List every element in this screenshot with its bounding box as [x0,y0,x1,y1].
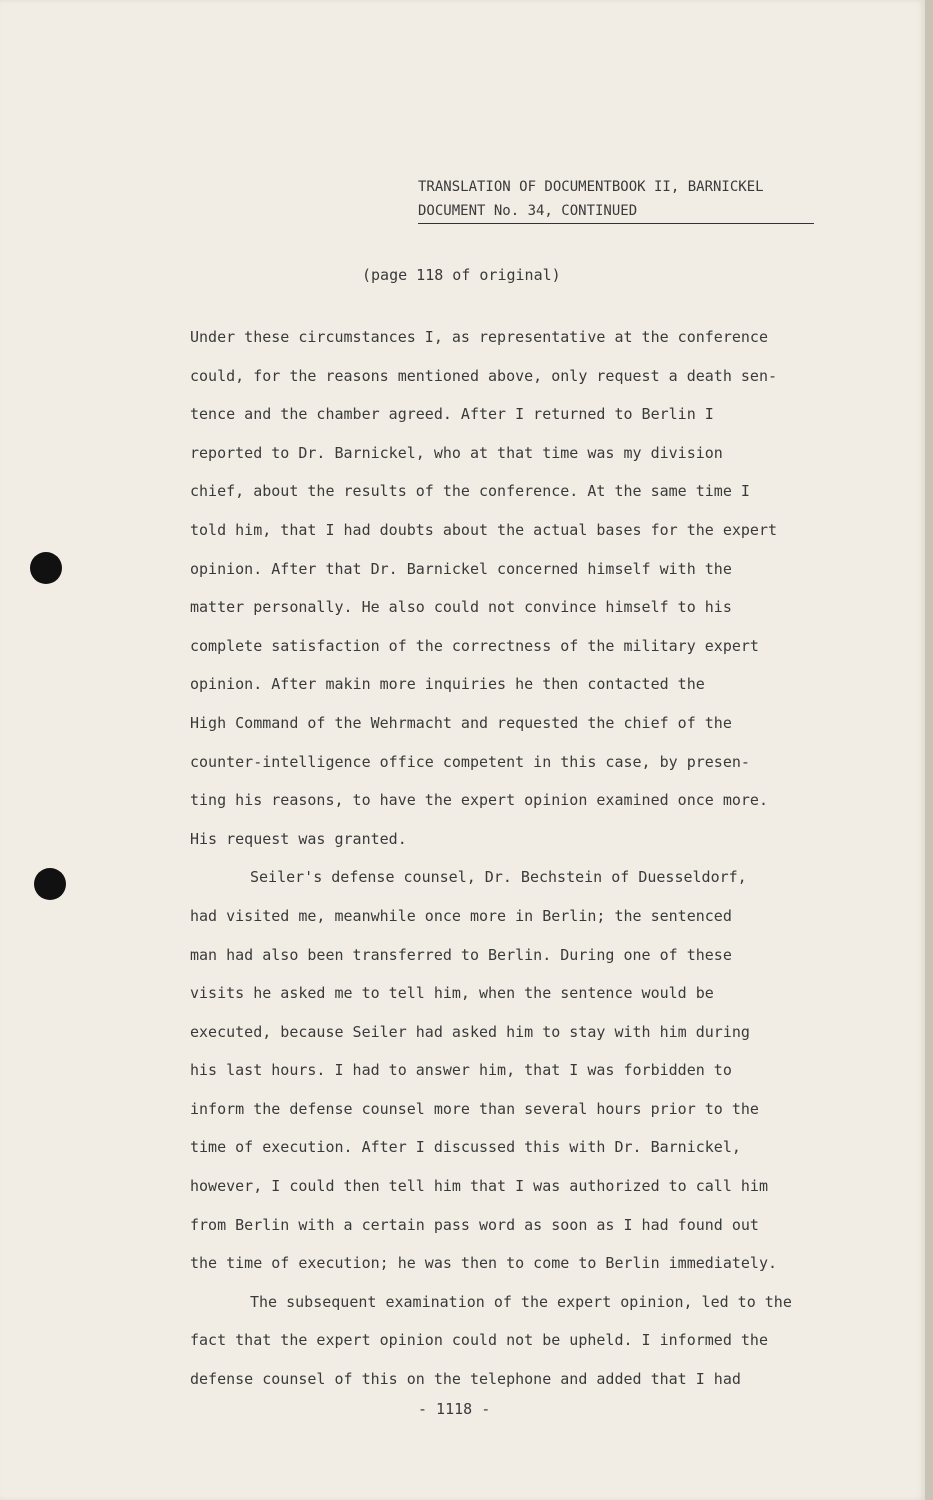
text-line: had visited me, meanwhile once more in Berlin; the sentenced [190,906,732,925]
text-line: defense counsel of this on the telephone and added that I had [190,1370,741,1389]
text-line: opinion. After that Dr. Barnickel concerned himself with the [190,559,732,578]
header-line-1: TRANSLATION OF DOCUMENTBOOK II, BARNICKEL [418,179,764,195]
text-line: Seiler's defense counsel, Dr. Bechstein of Duesseldorf, [250,868,747,887]
text-line: his last hours. I had to answer him, that I was forbidden to [190,1061,732,1080]
text-line: the time of execution; he was then to come to Berlin immediately. [190,1254,777,1273]
text-line: visits he asked me to tell him, when the sentence would be [190,984,714,1003]
punch-hole-lower [34,868,66,900]
paper-edge [925,0,933,1500]
text-line: executed, because Seiler had asked him to stay with him during [190,1022,750,1041]
document-body [190,322,830,1403]
text-line: ting his reasons, to have the expert opinion examined once more. [190,791,768,810]
text-line: could, for the reasons mentioned above, only request a death sen- [190,366,777,385]
text-line: however, I could then tell him that I was authorized to call him [190,1177,768,1196]
page-number: - 1118 - [418,1400,491,1418]
text-line: counter-intelligence office competent in this case, by presen- [190,752,750,771]
text-line: told him, that I had doubts about the actual bases for the expert [190,520,777,539]
text-line: matter personally. He also could not convince himself to his [190,598,732,617]
text-line: time of execution. After I discussed this with Dr. Barnickel, [190,1138,741,1157]
punch-hole-upper [30,552,62,584]
text-line: opinion. After makin more inquiries he then contacted the [190,675,705,694]
text-line: man had also been transferred to Berlin. During one of these [190,945,732,964]
text-line: chief, about the results of the conference. At the same time I [190,482,750,501]
text-line: inform the defense counsel more than several hours prior to the [190,1099,759,1118]
text-line: High Command of the Wehrmacht and requested the chief of the [190,713,732,732]
text-line: complete satisfaction of the correctness of the military expert [190,636,759,655]
text-line: reported to Dr. Barnickel, who at that time was my division [190,443,723,462]
text-line: Under these circumstances I, as representative at the conference [190,328,768,346]
document-header [418,175,814,224]
text-line: from Berlin with a certain pass word as soon as I had found out [190,1215,759,1234]
text-line: His request was granted. [190,829,407,848]
page-reference: (page 118 of original) [362,266,561,284]
text-line: tence and the chamber agreed. After I returned to Berlin I [190,405,714,424]
text-line: The subsequent examination of the expert opinion, led to the [250,1292,792,1311]
header-line-2: DOCUMENT No. 34, CONTINUED [418,199,814,224]
text-line: fact that the expert opinion could not be upheld. I informed the [190,1331,768,1350]
